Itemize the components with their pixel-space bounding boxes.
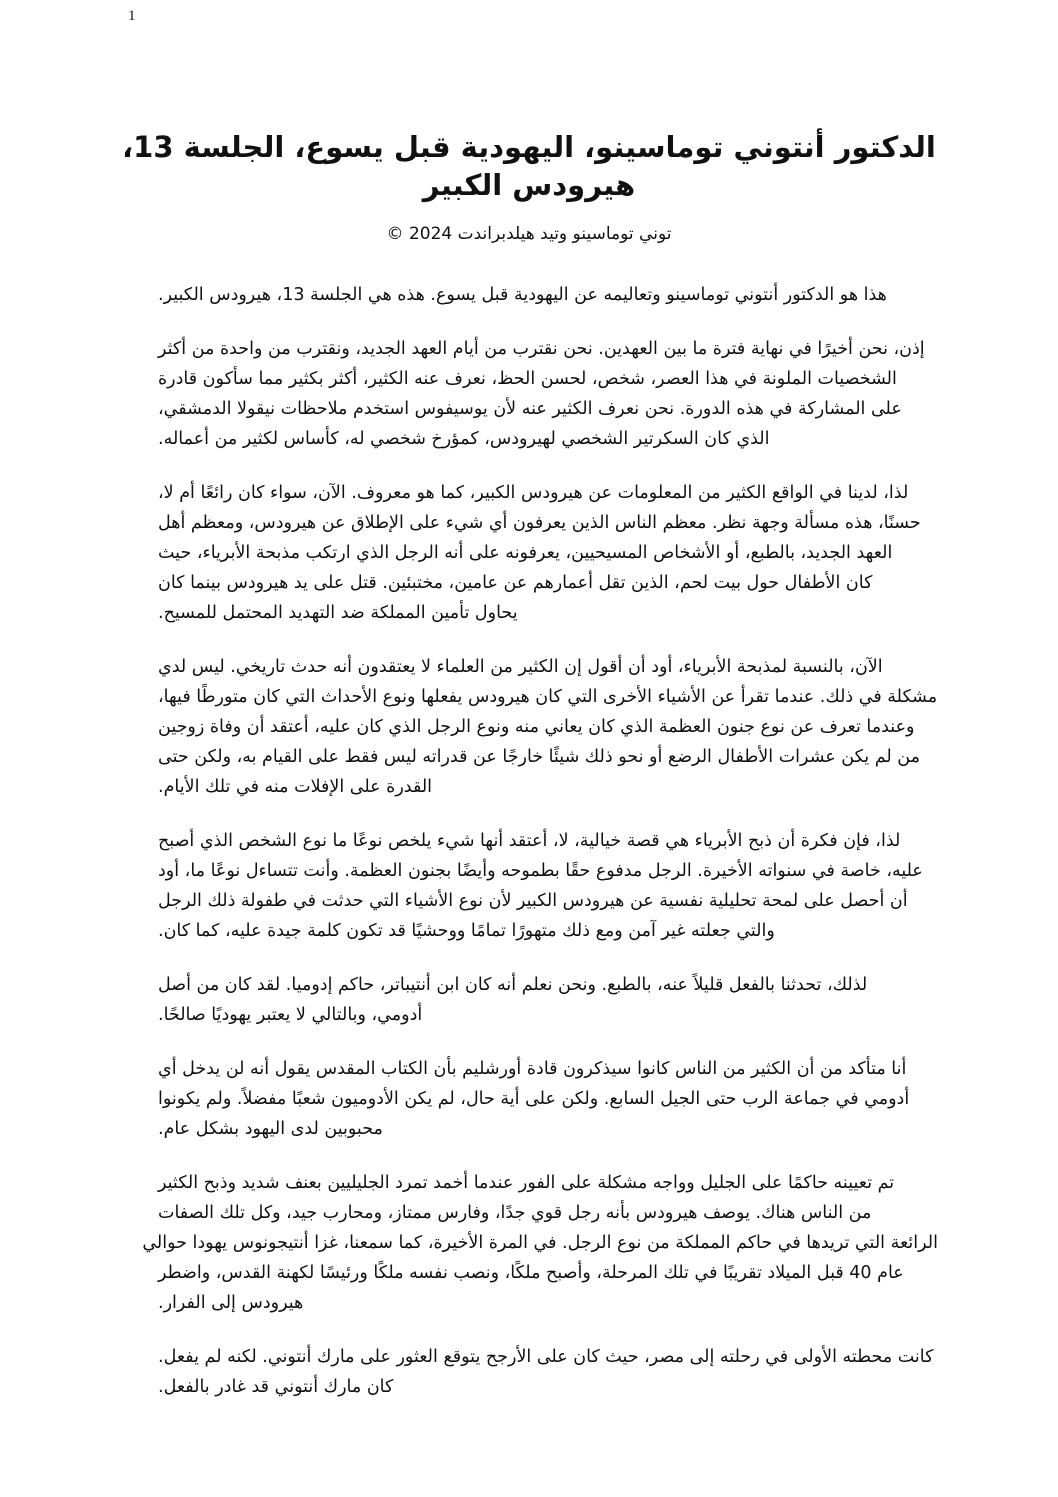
- text-line: من الناس هناك. يوصف هيرودس بأنه رجل قوي جدًا، وفارس ممتاز، ومحارب جيد، وكل تلك الصفات: [158, 1203, 872, 1223]
- text-line: القدرة على الإفلات منه في تلك الأيام.: [158, 777, 433, 797]
- text-line: من لم يكن عشرات الأطفال الرضع أو نحو ذلك شيئًا خارجًا عن قدراته ليس فقط على القيام به، ولكن حتى: [158, 747, 920, 767]
- text-line: الآن، بالنسبة لمذبحة الأبرياء، أود أن أقول إن الكثير من العلماء لا يعتقدون أنه حدث تاريخي. ليس لدي: [158, 657, 883, 677]
- text-line: محبوبين لدى اليهود بشكل عام.: [158, 1119, 383, 1139]
- paragraph: [158, 826, 938, 946]
- text-line: حسنًا، هذه مسألة وجهة نظر. معظم الناس الذين يعرفون أي شيء على الإطلاق عن هيرودس، ومعظم أهل: [158, 513, 921, 533]
- title-line: هيرودس الكبير: [422, 168, 636, 202]
- paragraph: [158, 280, 938, 310]
- text-line: كان الأطفال حول بيت لحم، الذين تقل أعمارهم عن عامين، مختبئين. قتل على يد هيرودس بينما كان: [158, 573, 873, 593]
- text-line: الرائعة التي تريدها في حاكم المملكة من نوع الرجل. في المرة الأخيرة، كما سمعنا، غزا أنتيجونوس يهودا حوالي: [142, 1233, 938, 1253]
- text-line: على المشاركة في هذه الدورة. نحن نعرف الكثير عنه لأن يوسيفوس استخدم ملاحظات نيقولا الدمشقي،: [158, 399, 902, 419]
- text-line: الذي كان السكرتير الشخصي لهيرودس، كمؤرخ شخصي له، كأساس لكثير من أعماله.: [158, 429, 770, 449]
- text-line: لذلك، تحدثنا بالفعل قليلاً عنه، بالطبع. ونحن نعلم أنه كان ابن أنتيباتر، حاكم إدوميا. لقد كان من أصل: [158, 975, 868, 995]
- text-line: لذا، لدينا في الواقع الكثير من المعلومات عن هيرودس الكبير، كما هو معروف. الآن، سواء كان رائعًا أم لا،: [158, 483, 909, 503]
- page-number: 1: [128, 8, 136, 24]
- text-line: مشكلة في ذلك. عندما تقرأ عن الأشياء الأخرى التي كان هيرودس يفعلها ونوع الأحداث التي كان متورطًا فيها،: [158, 687, 938, 707]
- paragraph: [158, 1342, 938, 1402]
- text-line: يحاول تأمين المملكة ضد التهديد المحتمل للمسيح.: [158, 603, 518, 623]
- text-line: هذا هو الدكتور أنتوني توماسينو وتعاليمه عن اليهودية قبل يسوع. هذه هي الجلسة 13، هيرودس الكبير.: [158, 285, 887, 305]
- text-line: هيرودس إلى الفرار.: [158, 1293, 304, 1313]
- paragraph: [142, 1168, 938, 1318]
- paragraph: [158, 478, 938, 628]
- text-line: لذا، فإن فكرة أن ذبح الأبرياء هي قصة خيالية، لا، أعتقد أنها شيء يلخص نوعًا ما نوع الشخص الذي أصبح: [158, 831, 901, 851]
- copyright-subtitle: توني توماسينو وتيد هيلدبراندت 2024 ©: [386, 224, 672, 244]
- text-line: عليه، خاصة في سنواته الأخيرة. الرجل مدفوع حقًا بطموحه وأيضًا بجنون العظمة. وأنت تتساءل نوعًا ما، أود: [158, 861, 923, 881]
- text-line: والتي جعلته غير آمن ومع ذلك متهورًا تمامًا ووحشيًا قد تكون كلمة جيدة عليه، كما كان.: [158, 921, 775, 941]
- paragraph: [158, 1054, 938, 1144]
- text-line: عام 40 قبل الميلاد تقريبًا في تلك المرحلة، وأصبح ملكًا، ونصب نفسه ملكًا ورئيسًا لكهنة القدس، واضطر: [158, 1263, 904, 1283]
- text-line: أن أحصل على لمحة تحليلية نفسية عن هيرودس الكبير لأن نوع الأشياء التي حدثت في طفولة ذلك الرجل: [158, 891, 908, 911]
- paragraph: [158, 334, 938, 454]
- text-line: أدومي، وبالتالي لا يعتبر يهوديًا صالحًا.: [158, 1005, 423, 1025]
- text-line: أنا متأكد من أن الكثير من الناس كانوا سيذكرون قادة أورشليم بأن الكتاب المقدس يقول أنه لن يدخل أي: [158, 1059, 907, 1079]
- text-line: وعندما تعرف عن نوع جنون العظمة الذي كان يعاني منه ونوع الرجل الذي كان عليه، أعتقد أن وفاة زوجين: [158, 717, 915, 737]
- text-line: أدومي في جماعة الرب حتى الجيل السابع. ولكن على أية حال، لم يكن الأدوميون شعبًا مفضلاً. ولم يكونوا: [158, 1089, 910, 1109]
- text-line: كان مارك أنتوني قد غادر بالفعل.: [158, 1377, 394, 1397]
- text-line: إذن، نحن أخيرًا في نهاية فترة ما بين العهدين. نحن نقترب من أيام العهد الجديد، ونقترب من واحدة من أكثر: [158, 339, 925, 359]
- text-line: كانت محطته الأولى في رحلته إلى مصر، حيث كان على الأرجح يتوقع العثور على مارك أنتوني. لكنه لم يفعل.: [158, 1347, 934, 1367]
- document-title: [100, 128, 958, 204]
- paragraph: [158, 970, 938, 1030]
- text-line: الشخصيات الملونة في هذا العصر، شخص، لحسن الحظ، نعرف عنه الكثير، أكثر بكثير مما سأكون قادرة: [158, 369, 897, 389]
- text-line: تم تعيينه حاكمًا على الجليل وواجه مشكلة على الفور عندما أخمد تمرد الجليليين بعنف شديد وذبح الكثير: [158, 1173, 895, 1193]
- paragraph: [158, 652, 938, 802]
- text-line: العهد الجديد، بالطبع، أو الأشخاص المسيحيين، يعرفونه على أنه الرجل الذي ارتكب مذبحة الأبرياء، حيث: [158, 543, 893, 563]
- title-line: الدكتور أنتوني توماسينو، اليهودية قبل يسوع، الجلسة 13،: [122, 130, 936, 164]
